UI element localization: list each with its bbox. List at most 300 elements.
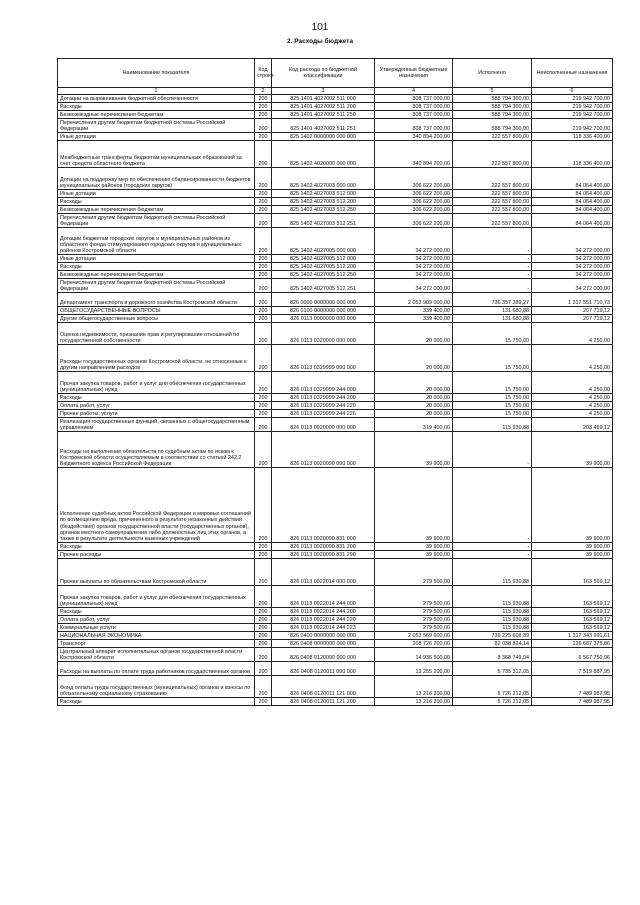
cell-name: Перечисления другим бюджетам бюджетной системы Российской Федерации	[58, 119, 255, 133]
cell-budget-code: 826 0113 0922014 244 200	[272, 608, 375, 616]
table-row	[58, 586, 613, 608]
cell-budget-code: 826 0113 0922014 244 220	[272, 616, 375, 624]
cell-line-code: 200	[255, 468, 272, 543]
cell-executed: 15 750,00	[453, 410, 532, 418]
cell-approved: 306 622 200,00	[375, 198, 453, 206]
cell-line-code: 200	[255, 345, 272, 372]
cell-remaining: 163 569,12	[532, 616, 613, 624]
cell-approved: 279 500,00	[375, 608, 453, 616]
table-row	[58, 315, 613, 323]
cell-line-code: 200	[255, 271, 272, 279]
cell-approved: 13 255 200,00	[375, 662, 453, 676]
cell-budget-code: 826 0408 0120011 000 000	[272, 662, 375, 676]
cell-approved: 279 500,00	[375, 586, 453, 608]
cell-name: Расходы	[58, 198, 255, 206]
cell-remaining: 84 064 400,00	[532, 214, 613, 228]
table-row	[58, 676, 613, 698]
table-header	[58, 59, 613, 95]
cell-remaining: 39 900,00	[532, 432, 613, 468]
cell-approved: 279 500,00	[375, 624, 453, 632]
cell-line-code: 200	[255, 168, 272, 190]
cell-approved: 14 936 500,00	[375, 648, 453, 662]
cell-line-code: 200	[255, 95, 272, 103]
table-row	[58, 394, 613, 402]
cell-remaining: 34 272 000,00	[532, 263, 613, 271]
table-row	[58, 345, 613, 372]
table-row	[58, 168, 613, 190]
cell-name: Прочие работы, услуги	[58, 410, 255, 418]
cell-executed: 736 225 608,39	[453, 632, 532, 640]
cell-remaining: 84 064 400,00	[532, 206, 613, 214]
cell-line-code: 200	[255, 616, 272, 624]
cell-executed: 222 557 800,00	[453, 190, 532, 198]
cell-budget-code: 826 0113 0920090 831 200	[272, 543, 375, 551]
cell-approved: 340 894 200,00	[375, 133, 453, 141]
cell-remaining: 163 569,12	[532, 586, 613, 608]
cell-line-code: 200	[255, 640, 272, 648]
cell-remaining: 4 250,00	[532, 394, 613, 402]
cell-name: Перечисления другим бюджетам бюджетной системы Российской Федерации	[58, 214, 255, 228]
cell-name: Центральный аппарат исполнительных органов государственной власти Костромской области	[58, 648, 255, 662]
cell-name: Департамент транспорта и дорожного хозяйства Костромской области	[58, 293, 255, 307]
header-executed: Исполнено	[453, 59, 532, 88]
cell-budget-code: 825 1402 4027005 000 000	[272, 228, 375, 255]
cell-executed: 15 750,00	[453, 372, 532, 394]
cell-approved: 39 900,00	[375, 543, 453, 551]
cell-budget-code: 826 0113 0920090 831 290	[272, 551, 375, 559]
cell-name: Безвозмездные перечисления бюджетам	[58, 271, 255, 279]
cell-line-code: 200	[255, 698, 272, 706]
table-row	[58, 662, 613, 676]
cell-name: Расходы	[58, 698, 255, 706]
cell-remaining: 207 719,12	[532, 307, 613, 315]
cell-approved: 340 894 200,00	[375, 141, 453, 168]
cell-remaining: 7 519 887,95	[532, 662, 613, 676]
cell-approved: 20 000,00	[375, 372, 453, 394]
table-row	[58, 559, 613, 586]
cell-approved: 306 622 200,00	[375, 206, 453, 214]
table-row	[58, 418, 613, 432]
cell-executed: 115 930,88	[453, 616, 532, 624]
cell-name: Транспорт	[58, 640, 255, 648]
table-row	[58, 608, 613, 616]
table-row	[58, 95, 613, 103]
cell-remaining: 118 336 400,00	[532, 133, 613, 141]
section-title: 2. Расходы бюджета	[287, 38, 353, 45]
page-number: 101	[311, 22, 329, 33]
cell-executed: -	[453, 271, 532, 279]
cell-line-code: 200	[255, 190, 272, 198]
cell-budget-code: 826 0113 0329999 244 226	[272, 410, 375, 418]
cell-approved: 208 726 200,00	[375, 640, 453, 648]
table-row	[58, 103, 613, 111]
cell-line-code: 200	[255, 543, 272, 551]
cell-remaining: 39 900,00	[532, 551, 613, 559]
cell-remaining: 4 250,00	[532, 402, 613, 410]
cell-name: Безвозмездные перечисления бюджетам	[58, 206, 255, 214]
cell-remaining: 1 317 343 991,61	[532, 632, 613, 640]
cell-budget-code: 826 0113 0922014 000 000	[272, 559, 375, 586]
cell-approved: 808 737 000,00	[375, 111, 453, 119]
cell-approved: 279 500,00	[375, 559, 453, 586]
cell-executed: 15 750,00	[453, 402, 532, 410]
cell-executed: -	[453, 255, 532, 263]
cell-name: Иные дотации	[58, 133, 255, 141]
cell-executed: 588 794 300,00	[453, 95, 532, 103]
cell-budget-code: 826 0408 0120011 121 200	[272, 698, 375, 706]
cell-executed: -	[453, 543, 532, 551]
table-row	[58, 616, 613, 624]
header-number-4: 4	[375, 88, 453, 95]
cell-approved: 339 400,00	[375, 315, 453, 323]
cell-budget-code: 826 0113 0329999 244 000	[272, 372, 375, 394]
cell-line-code: 200	[255, 111, 272, 119]
cell-executed: 15 750,00	[453, 394, 532, 402]
cell-budget-code: 825 1402 4027003 512 251	[272, 214, 375, 228]
cell-remaining: 219 942 700,00	[532, 111, 613, 119]
cell-budget-code: 826 0113 0329999 244 220	[272, 402, 375, 410]
cell-executed: -	[453, 263, 532, 271]
cell-remaining: 84 064 400,00	[532, 168, 613, 190]
cell-budget-code: 825 1402 4027005 512 250	[272, 271, 375, 279]
cell-budget-code: 826 0113 0329999 000 000	[272, 345, 375, 372]
table-row	[58, 206, 613, 214]
cell-line-code: 200	[255, 293, 272, 307]
cell-approved: 34 272 000,00	[375, 279, 453, 293]
cell-executed: -	[453, 468, 532, 543]
cell-budget-code: 826 0113 0320000 000 000	[272, 323, 375, 345]
header-line-code: Код строки	[255, 59, 272, 88]
cell-line-code: 200	[255, 323, 272, 345]
header-budget-code: Код расхода по бюджетной классификации	[272, 59, 375, 88]
cell-approved: 34 272 000,00	[375, 263, 453, 271]
table-row	[58, 543, 613, 551]
table-row	[58, 279, 613, 293]
table-row	[58, 468, 613, 543]
cell-name: Прочие выплаты по обязательствам Костромской области	[58, 559, 255, 586]
cell-line-code: 200	[255, 119, 272, 133]
header-remaining: Неисполненные назначения	[532, 59, 613, 88]
table-row	[58, 255, 613, 263]
cell-budget-code: 826 0113 0920090 000 000	[272, 432, 375, 468]
cell-executed: 222 557 800,00	[453, 214, 532, 228]
cell-budget-code: 825 1401 4027002 511 000	[272, 95, 375, 103]
cell-remaining: 84 064 400,00	[532, 198, 613, 206]
cell-name: Дотации на выравнивание бюджетной обеспеченности	[58, 95, 255, 103]
cell-line-code: 200	[255, 608, 272, 616]
cell-approved: 319 400,00	[375, 418, 453, 432]
cell-remaining: 219 942 700,00	[532, 103, 613, 111]
cell-executed: 82 038 824,14	[453, 640, 532, 648]
cell-remaining: 39 900,00	[532, 543, 613, 551]
cell-approved: 20 000,00	[375, 394, 453, 402]
cell-name: Расходы	[58, 263, 255, 271]
cell-remaining: 163 569,12	[532, 624, 613, 632]
cell-remaining: 34 272 000,00	[532, 228, 613, 255]
cell-name: ОБЩЕГОСУДАРСТВЕННЫЕ ВОПРОСЫ	[58, 307, 255, 315]
cell-budget-code: 825 1402 0000000 000 000	[272, 133, 375, 141]
cell-remaining: 126 687 375,86	[532, 640, 613, 648]
cell-budget-code: 826 0408 0000000 000 000	[272, 640, 375, 648]
cell-name: Прочая закупка товаров, работ и услуг для обеспечения государственных (муниципальных) нужд	[58, 372, 255, 394]
cell-budget-code: 826 0113 0329999 244 200	[272, 394, 375, 402]
cell-budget-code: 825 1402 4027005 512 000	[272, 255, 375, 263]
cell-name: Расходы на выплаты по оплате труда работников государственных органов	[58, 662, 255, 676]
cell-approved: 808 737 000,00	[375, 95, 453, 103]
table-row	[58, 190, 613, 198]
cell-budget-code: 825 1402 4027003 512 000	[272, 190, 375, 198]
cell-line-code: 200	[255, 141, 272, 168]
cell-budget-code: 826 0400 0000000 000 000	[272, 632, 375, 640]
cell-name: Коммунальные услуги	[58, 624, 255, 632]
cell-remaining: 219 942 700,00	[532, 119, 613, 133]
table-body	[58, 95, 613, 706]
cell-executed: 115 930,88	[453, 418, 532, 432]
cell-budget-code: 826 0408 0120000 000 000	[272, 648, 375, 662]
cell-approved: 39 900,00	[375, 432, 453, 468]
cell-name: Расходы на выполнение обязательств по судебным актам по искам к Костромской области осуществляемым в соответствии со статьей 242.2 Бюджетного кодекса Российской Федерации	[58, 432, 255, 468]
table-row	[58, 648, 613, 662]
cell-name: Расходы государственных органов Костромской области, не отнесенные к другим направлениям расходов	[58, 345, 255, 372]
cell-approved: 39 900,00	[375, 551, 453, 559]
cell-name: Расходы	[58, 543, 255, 551]
cell-executed: -	[453, 551, 532, 559]
cell-line-code: 200	[255, 432, 272, 468]
table-row	[58, 640, 613, 648]
cell-name: Дотации бюджетам городских округов и муниципальных районов из областного фонда стимулирования городских округов и муниципальных районов Костромской области	[58, 228, 255, 255]
cell-executed: 588 794 300,00	[453, 119, 532, 133]
cell-executed: 115 930,88	[453, 608, 532, 616]
cell-name: Прочие расходы	[58, 551, 255, 559]
cell-budget-code: 825 1401 4027002 511 250	[272, 111, 375, 119]
cell-budget-code: 825 1402 4020000 000 000	[272, 141, 375, 168]
cell-name: Оценка недвижимости, признание прав и регулирование отношений по государственной собственности	[58, 323, 255, 345]
header-name: Наименование показателя	[58, 59, 255, 88]
cell-executed: 222 557 800,00	[453, 198, 532, 206]
cell-budget-code: 826 0113 0920000 000 000	[272, 418, 375, 432]
cell-executed: 222 557 800,00	[453, 206, 532, 214]
cell-approved: 13 216 200,00	[375, 698, 453, 706]
cell-budget-code: 826 0113 0000000 000 000	[272, 315, 375, 323]
table-row	[58, 698, 613, 706]
cell-remaining: 7 489 987,95	[532, 676, 613, 698]
cell-name: Расходы	[58, 608, 255, 616]
cell-executed: 588 794 300,00	[453, 103, 532, 111]
table-row	[58, 198, 613, 206]
cell-name: Иные дотации	[58, 255, 255, 263]
cell-executed: 5 726 212,05	[453, 698, 532, 706]
cell-name: Фонд оплаты труда государственных (муниципальных) органов и взносы по обязательному социальному страхованию	[58, 676, 255, 698]
cell-name: Исполнение судебных актов Российской Федерации и мировых соглашений по возмещению вреда, причиненного в результате незаконных действий (бездействия) органов государственной власти (государственных органов), органов местного самоуправления либо должностных лиц этих органов, а также в результате деятельности казенных учреждений	[58, 468, 255, 543]
cell-remaining: 84 064 400,00	[532, 190, 613, 198]
cell-remaining: 34 272 000,00	[532, 279, 613, 293]
cell-executed: 15 750,00	[453, 345, 532, 372]
cell-executed: 222 557 800,00	[453, 168, 532, 190]
cell-approved: 306 622 200,00	[375, 190, 453, 198]
cell-remaining: 4 250,00	[532, 323, 613, 345]
cell-approved: 808 737 000,00	[375, 103, 453, 111]
table-row	[58, 323, 613, 345]
table-row	[58, 551, 613, 559]
cell-approved: 2 053 569 600,00	[375, 632, 453, 640]
cell-remaining: 34 272 000,00	[532, 255, 613, 263]
cell-line-code: 200	[255, 307, 272, 315]
table-row	[58, 632, 613, 640]
cell-line-code: 200	[255, 214, 272, 228]
cell-budget-code: 825 1402 4027003 512 250	[272, 206, 375, 214]
cell-approved: 20 000,00	[375, 323, 453, 345]
cell-remaining: 4 250,00	[532, 410, 613, 418]
cell-approved: 339 400,00	[375, 307, 453, 315]
cell-budget-code: 826 0100 0000000 000 000	[272, 307, 375, 315]
table-row	[58, 214, 613, 228]
table-row	[58, 432, 613, 468]
cell-line-code: 200	[255, 648, 272, 662]
cell-executed: 15 750,00	[453, 323, 532, 345]
cell-budget-code: 825 1402 4027005 512 251	[272, 279, 375, 293]
cell-approved: 34 272 000,00	[375, 228, 453, 255]
table-row	[58, 111, 613, 119]
cell-approved: 20 000,00	[375, 402, 453, 410]
table-row	[58, 624, 613, 632]
cell-line-code: 200	[255, 402, 272, 410]
cell-line-code: 200	[255, 394, 272, 402]
cell-name: Прочая закупка товаров, работ и услуг для обеспечения государственных (муниципальных) нужд	[58, 586, 255, 608]
cell-approved: 34 272 000,00	[375, 271, 453, 279]
cell-executed: 736 357 289,27	[453, 293, 532, 307]
cell-line-code: 200	[255, 586, 272, 608]
cell-remaining: 207 719,12	[532, 315, 613, 323]
cell-approved: 306 622 200,00	[375, 168, 453, 190]
header-number-6: 6	[532, 88, 613, 95]
cell-remaining: 4 250,00	[532, 345, 613, 372]
cell-line-code: 200	[255, 551, 272, 559]
cell-name: Межбюджетные трансферты бюджетам муниципальных образований за счет средств областного бюджета	[58, 141, 255, 168]
cell-line-code: 200	[255, 559, 272, 586]
cell-executed: -	[453, 432, 532, 468]
cell-budget-code: 825 1401 4027002 511 251	[272, 119, 375, 133]
header-number-2: 2	[255, 88, 272, 95]
cell-executed: 131 680,88	[453, 315, 532, 323]
cell-budget-code: 825 1402 4027003 000 000	[272, 168, 375, 190]
cell-executed: -	[453, 279, 532, 293]
cell-executed: 115 930,88	[453, 559, 532, 586]
cell-line-code: 200	[255, 103, 272, 111]
table-row	[58, 271, 613, 279]
cell-line-code: 200	[255, 418, 272, 432]
cell-remaining: 163 569,12	[532, 608, 613, 616]
cell-line-code: 200	[255, 315, 272, 323]
cell-remaining: 6 567 750,96	[532, 648, 613, 662]
table-row	[58, 141, 613, 168]
cell-name: НАЦИОНАЛЬНАЯ ЭКОНОМИКА	[58, 632, 255, 640]
cell-remaining: 163 569,12	[532, 559, 613, 586]
cell-name: Безвозмездные перечисления бюджетам	[58, 111, 255, 119]
cell-approved: 306 622 200,00	[375, 214, 453, 228]
table-row	[58, 228, 613, 255]
table-row	[58, 293, 613, 307]
header-number-5: 5	[453, 88, 532, 95]
cell-budget-code: 826 0113 0922014 244 223	[272, 624, 375, 632]
cell-line-code: 200	[255, 228, 272, 255]
cell-remaining: 39 900,00	[532, 468, 613, 543]
cell-line-code: 200	[255, 632, 272, 640]
cell-line-code: 200	[255, 206, 272, 214]
cell-budget-code: 826 0113 0920090 831 000	[272, 468, 375, 543]
expenditure-table	[57, 58, 613, 706]
cell-approved: 39 900,00	[375, 468, 453, 543]
table-row	[58, 263, 613, 271]
cell-line-code: 200	[255, 279, 272, 293]
cell-executed: 115 930,88	[453, 624, 532, 632]
cell-executed: 588 794 300,00	[453, 111, 532, 119]
cell-budget-code: 826 0113 0922014 244 000	[272, 586, 375, 608]
cell-approved: 20 000,00	[375, 345, 453, 372]
cell-executed: 131 680,88	[453, 307, 532, 315]
cell-approved: 279 500,00	[375, 616, 453, 624]
header-approved: Утвержденные бюджетные назначения	[375, 59, 453, 88]
cell-name: Расходы	[58, 103, 255, 111]
cell-approved: 2 053 909 000,00	[375, 293, 453, 307]
cell-line-code: 200	[255, 372, 272, 394]
cell-approved: 808 737 000,00	[375, 119, 453, 133]
cell-remaining: 219 942 700,00	[532, 95, 613, 103]
cell-line-code: 200	[255, 133, 272, 141]
cell-name: Другие общегосударственные вопросы	[58, 315, 255, 323]
cell-budget-code: 825 1402 4027003 512 200	[272, 198, 375, 206]
cell-budget-code: 825 1402 4027005 512 200	[272, 263, 375, 271]
cell-approved: 13 216 200,00	[375, 676, 453, 698]
cell-line-code: 200	[255, 676, 272, 698]
header-number-1: 1	[58, 88, 255, 95]
cell-name: Перечисления другим бюджетам бюджетной системы Российской Федерации	[58, 279, 255, 293]
cell-name: Иные дотации	[58, 190, 255, 198]
cell-executed: 222 557 800,00	[453, 133, 532, 141]
cell-approved: 34 272 000,00	[375, 255, 453, 263]
cell-line-code: 200	[255, 624, 272, 632]
cell-remaining: 7 489 987,95	[532, 698, 613, 706]
cell-remaining: 4 250,00	[532, 372, 613, 394]
cell-name: Оплата работ, услуг	[58, 402, 255, 410]
cell-line-code: 200	[255, 198, 272, 206]
table-row	[58, 133, 613, 141]
table-row	[58, 119, 613, 133]
table-row	[58, 372, 613, 394]
header-number-3: 3	[272, 88, 375, 95]
cell-remaining: 1 317 551 710,73	[532, 293, 613, 307]
cell-approved: 20 000,00	[375, 410, 453, 418]
cell-remaining: 34 272 000,00	[532, 271, 613, 279]
table-row	[58, 402, 613, 410]
cell-line-code: 200	[255, 255, 272, 263]
cell-remaining: 118 336 400,00	[532, 141, 613, 168]
cell-line-code: 200	[255, 263, 272, 271]
cell-line-code: 200	[255, 410, 272, 418]
cell-budget-code: 826 0408 0120011 121 000	[272, 676, 375, 698]
cell-executed: 222 557 800,00	[453, 141, 532, 168]
cell-remaining: 203 469,12	[532, 418, 613, 432]
cell-name: Расходы	[58, 394, 255, 402]
cell-name: Реализация государственных функций, связанных с общегосударственным управлением	[58, 418, 255, 432]
table-row	[58, 307, 613, 315]
cell-executed: 5 726 212,05	[453, 676, 532, 698]
cell-name: Дотации на поддержку мер по обеспечению сбалансированности бюджетов муниципальных районов (городских округов)	[58, 168, 255, 190]
cell-executed: 5 735 312,05	[453, 662, 532, 676]
cell-executed: 8 368 749,04	[453, 648, 532, 662]
cell-executed: -	[453, 228, 532, 255]
cell-name: Оплата работ, услуг	[58, 616, 255, 624]
cell-executed: 115 930,88	[453, 586, 532, 608]
